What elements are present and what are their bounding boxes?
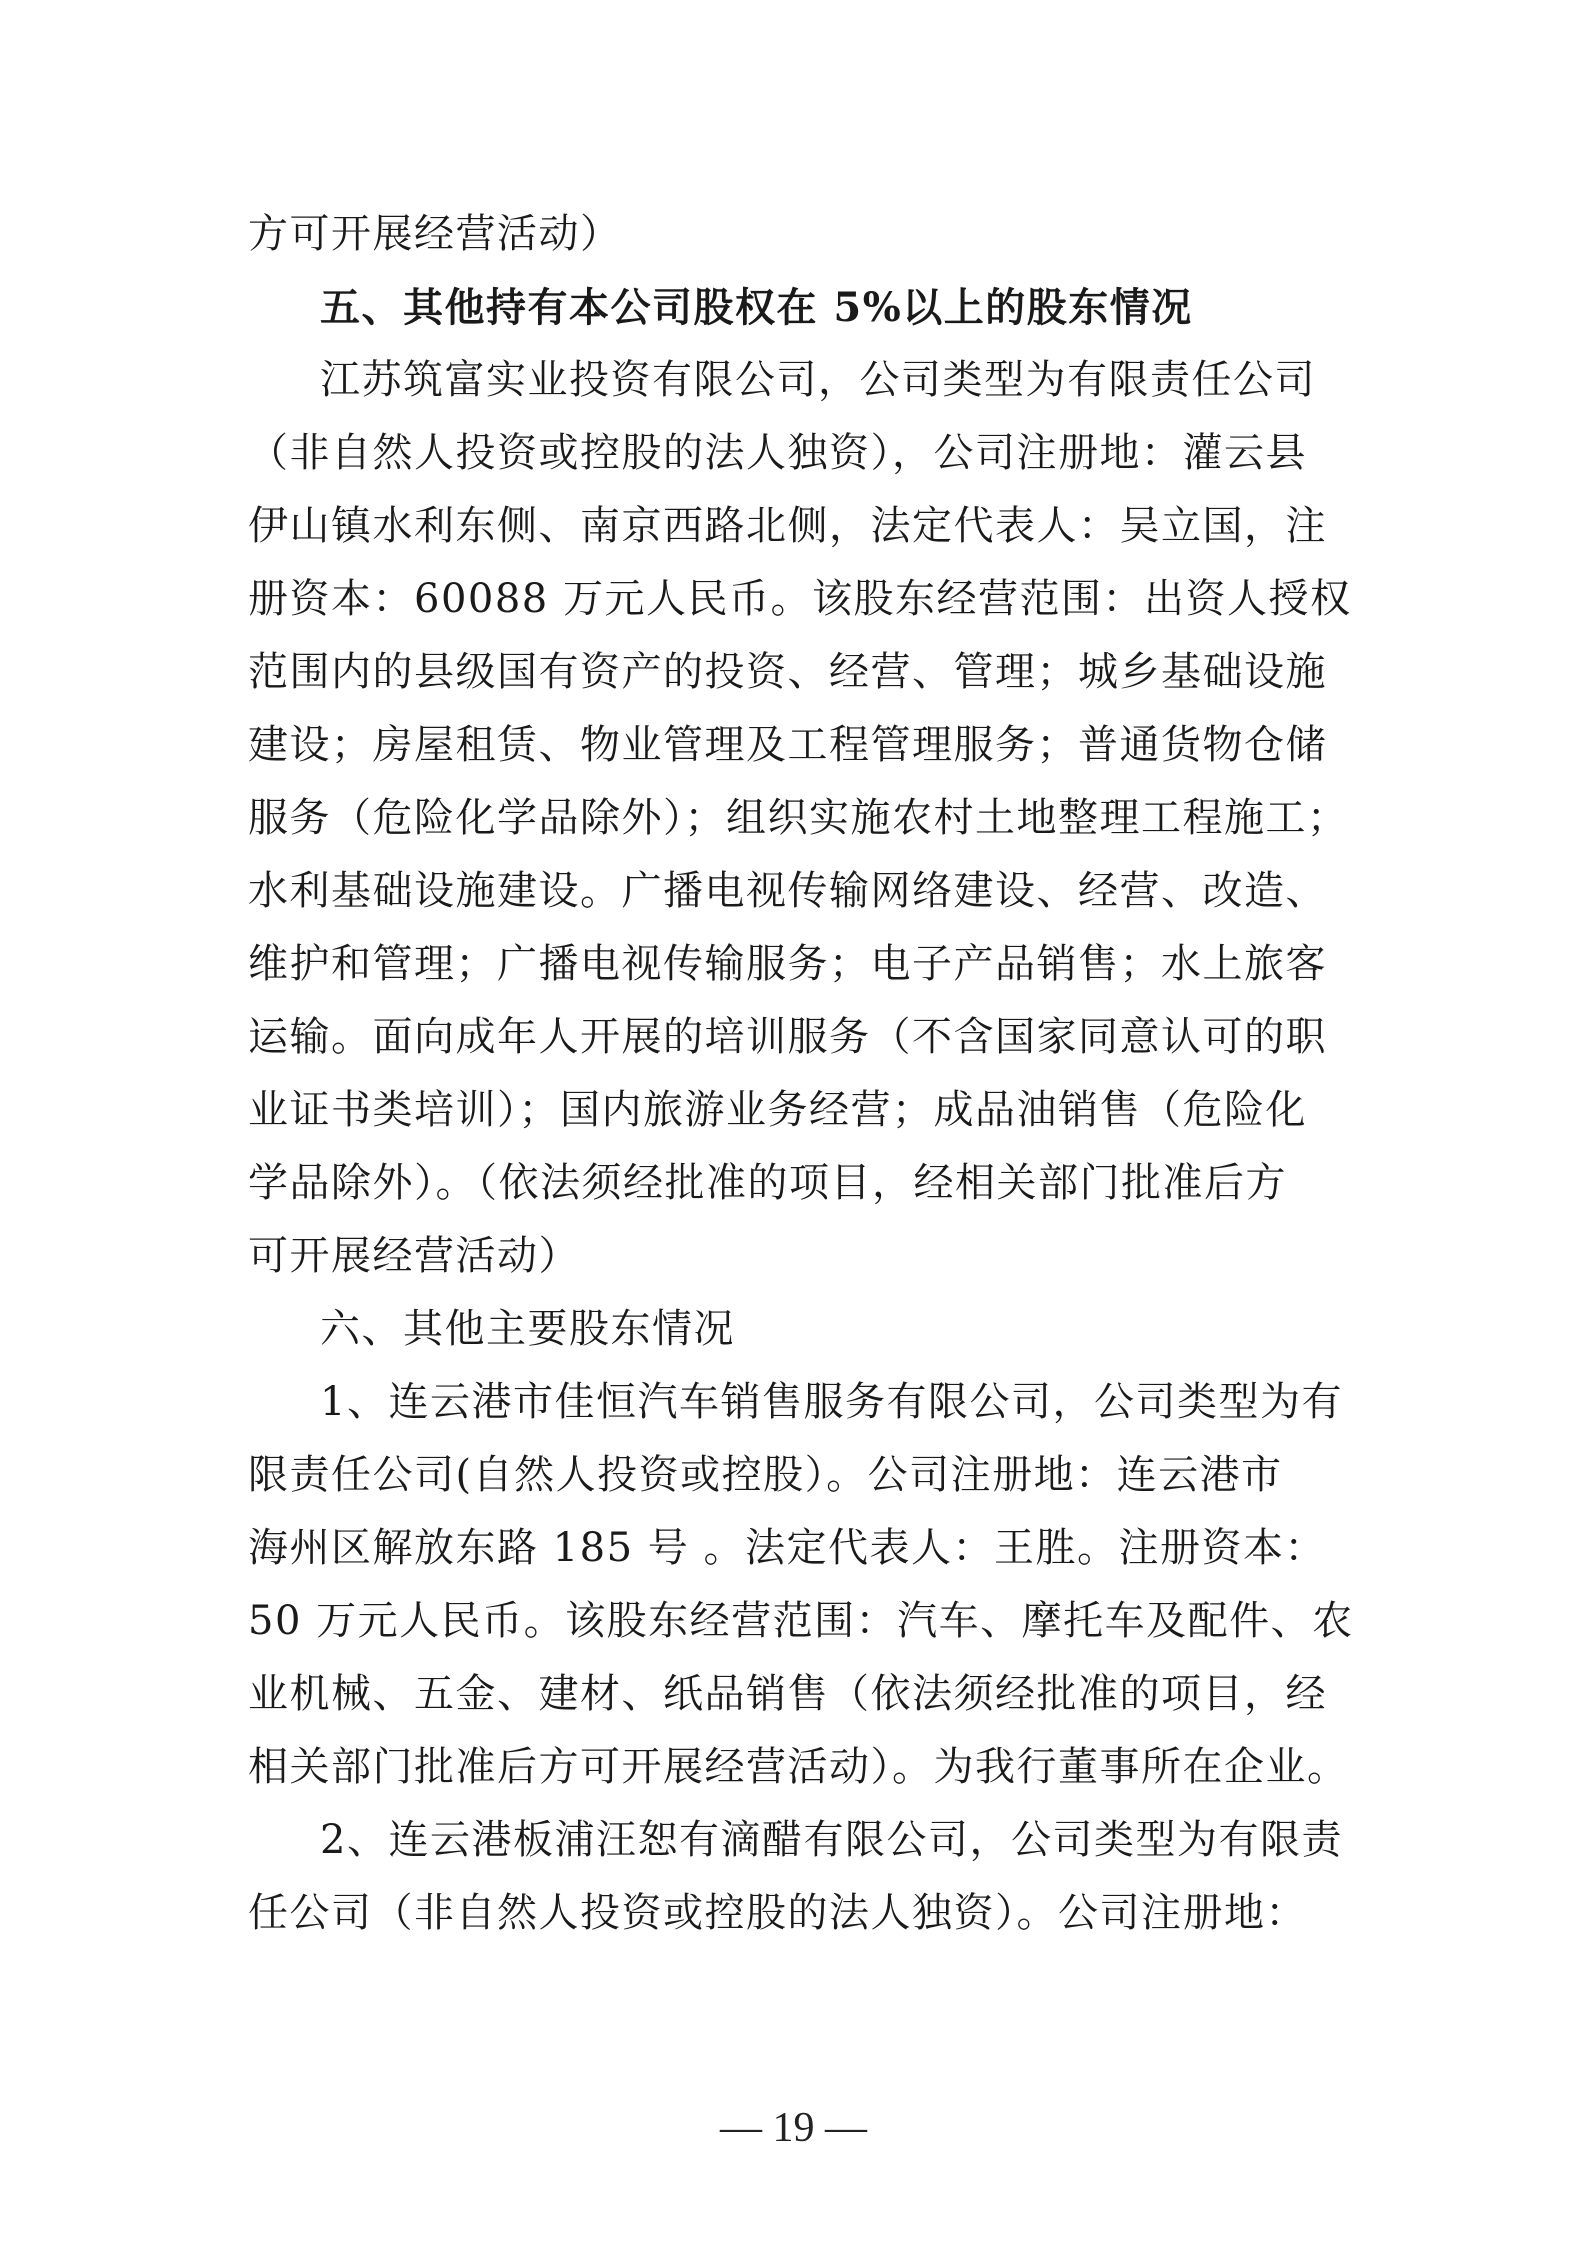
paragraph-line: 相关部门批准后方可开展经营活动）。为我行董事所在企业。	[248, 1744, 1349, 1790]
paragraph-line: 业机械、五金、建材、纸品销售（依法须经批准的项目，经	[248, 1671, 1327, 1717]
paragraph-line: 维护和管理；广播电视传输服务；电子产品销售；水上旅客	[248, 941, 1327, 987]
paragraph-line: 海州区解放东路 185 号 。法定代表人：王胜。注册资本：	[248, 1525, 1326, 1571]
paragraph-line: 江苏筑富实业投资有限公司，公司类型为有限责任公司	[320, 357, 1316, 403]
paragraph-line: 伊山镇水利东侧、南京西路北侧，法定代表人：吴立国，注	[248, 503, 1327, 549]
paragraph-line: 服务（危险化学品除外）；组织实施农村土地整理工程施工；	[248, 795, 1349, 841]
page-number: — 19 —	[720, 2105, 867, 2151]
paragraph-line: 学品除外）。（依法须经批准的项目，经相关部门批准后方	[248, 1160, 1287, 1206]
paragraph-line: 限责任公司(自然人投资或控股）。公司注册地：连云港市	[248, 1452, 1283, 1498]
section-heading-5: 五、其他持有本公司股权在 5%以上的股东情况	[320, 284, 1193, 331]
paragraph-line: 任公司（非自然人投资或控股的法人独资）。公司注册地：	[248, 1890, 1307, 1936]
paragraph-line: 50 万元人民币。该股东经营范围：汽车、摩托车及配件、农	[248, 1598, 1354, 1644]
paragraph-line: 2、连云港板浦汪恕有滴醋有限公司，公司类型为有限责	[320, 1817, 1343, 1863]
section-heading-6: 六、其他主要股东情况	[320, 1306, 735, 1352]
paragraph-line: 方可开展经营活动）	[248, 211, 622, 257]
paragraph-line: （非自然人投资或控股的法人独资），公司注册地：灌云县	[248, 430, 1307, 476]
paragraph-line: 业证书类培训）；国内旅游业务经营；成品油销售（危险化	[248, 1087, 1307, 1133]
paragraph-line: 册资本：60088 万元人民币。该股东经营范围：出资人授权	[248, 576, 1352, 622]
paragraph-line: 1、连云港市佳恒汽车销售服务有限公司，公司类型为有	[320, 1379, 1343, 1425]
paragraph-line: 可开展经营活动）	[248, 1233, 580, 1279]
paragraph-line: 运输。面向成年人开展的培训服务（不含国家同意认可的职	[248, 1014, 1327, 1060]
document-body	[248, 198, 1358, 1950]
paragraph-line: 范围内的县级国有资产的投资、经营、管理；城乡基础设施	[248, 649, 1327, 695]
paragraph-line: 建设；房屋租赁、物业管理及工程管理服务；普通货物仓储	[248, 722, 1327, 768]
paragraph-line: 水利基础设施建设。广播电视传输网络建设、经营、改造、	[248, 868, 1327, 914]
